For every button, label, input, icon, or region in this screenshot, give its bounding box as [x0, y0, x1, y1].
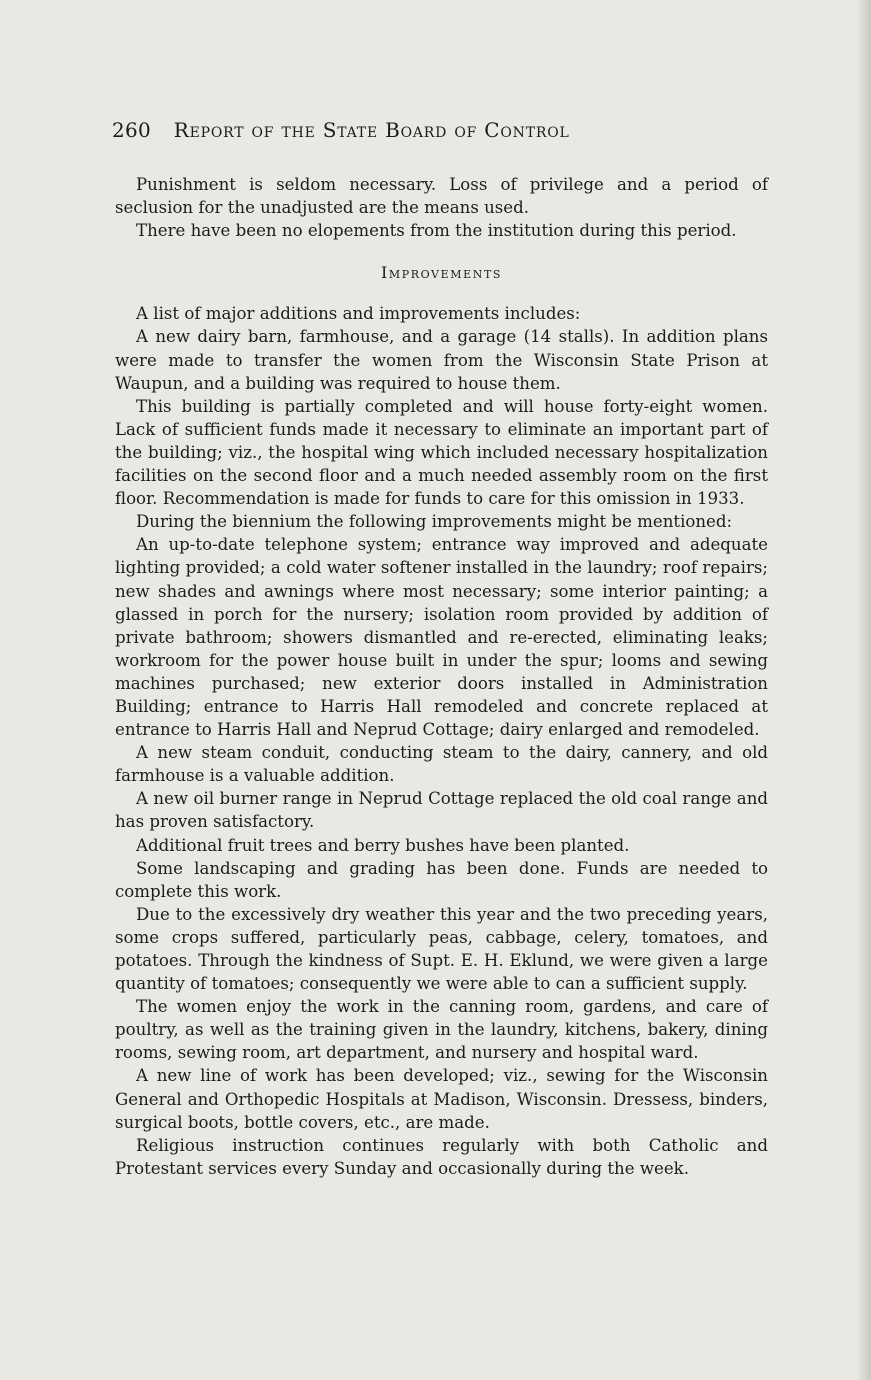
- running-title: Report of the State Board of Control: [173, 118, 570, 142]
- paragraph: A new line of work has been developed; viz., sewing for the Wisconsin General and Orthopedic Hospitals at Madison, Wisconsin. Dressess, binders, surgical boots, bottle covers, etc., are made.: [115, 1066, 768, 1132]
- page-number: 260: [112, 118, 152, 142]
- paragraph: An up-to-date telephone system; entrance way improved and adequate lighting provided; a cold water softener installed in the laundry; roof repairs; new shades and awnings where most necessary; some interior painting; a glassed in porch for the nursery; isolation room provided by addition of private bathroom; showers dismantled and re-erected, eliminating leaks; workroom for the power house built in under the spur; looms and sewing machines purchased; new exterior doors installed in Administration Building; entrance to Harris Hall remodeled and concrete replaced at entrance to Harris Hall and Neprud Cottage; dairy enlarged and remodeled.: [115, 535, 768, 740]
- paragraph: This building is partially completed and will house forty-eight women. Lack of sufficient funds made it necessary to eliminate an important part of the building; viz., the hospital wing which included necessary hospitalization facilities on the second floor and a much needed assembly room on the first floor. Recommendation is made for funds to care for this omission in 1933.: [115, 396, 768, 509]
- paragraph: There have been no elopements from the institution during this period.: [136, 221, 737, 241]
- paragraph: Some landscaping and grading has been done. Funds are needed to complete this work.: [115, 858, 768, 901]
- paragraph: Additional fruit trees and berry bushes have been planted.: [136, 835, 630, 855]
- body-text: [115, 173, 768, 1180]
- paragraph: Religious instruction continues regularly with both Catholic and Protestant services every Sunday and occasionally during the week.: [115, 1135, 768, 1178]
- paragraph: A new oil burner range in Neprud Cottage replaced the old coal range and has proven satisfactory.: [115, 789, 768, 832]
- paragraph: A list of major additions and improvements includes:: [136, 304, 581, 324]
- paragraph: A new steam conduit, conducting steam to the dairy, cannery, and old farmhouse is a valuable addition.: [115, 743, 768, 786]
- running-header: [112, 118, 772, 142]
- paragraph: Punishment is seldom necessary. Loss of privilege and a period of seclusion for the unadjusted are the means used.: [115, 175, 768, 218]
- paragraph: Due to the excessively dry weather this year and the two preceding years, some crops suffered, particularly peas, cabbage, celery, tomatoes, and potatoes. Through the kindness of Supt. E. H. Eklund, we were given a large quantity of tomatoes; consequently we were able to can a sufficient supply.: [115, 904, 768, 994]
- paragraph: The women enjoy the work in the canning room, gardens, and care of poultry, as well as the training given in the laundry, kitchens, bakery, dining rooms, sewing room, art department, and nursery and hospital ward.: [115, 997, 768, 1063]
- section-heading: Improvements: [380, 263, 503, 283]
- paragraph: During the biennium the following improvements might be mentioned:: [136, 512, 733, 532]
- paragraph: A new dairy barn, farmhouse, and a garage (14 stalls). In addition plans were made to transfer the women from the Wisconsin State Prison at Waupun, and a building was required to house them.: [115, 327, 768, 393]
- page-edge-shadow: [857, 0, 871, 1380]
